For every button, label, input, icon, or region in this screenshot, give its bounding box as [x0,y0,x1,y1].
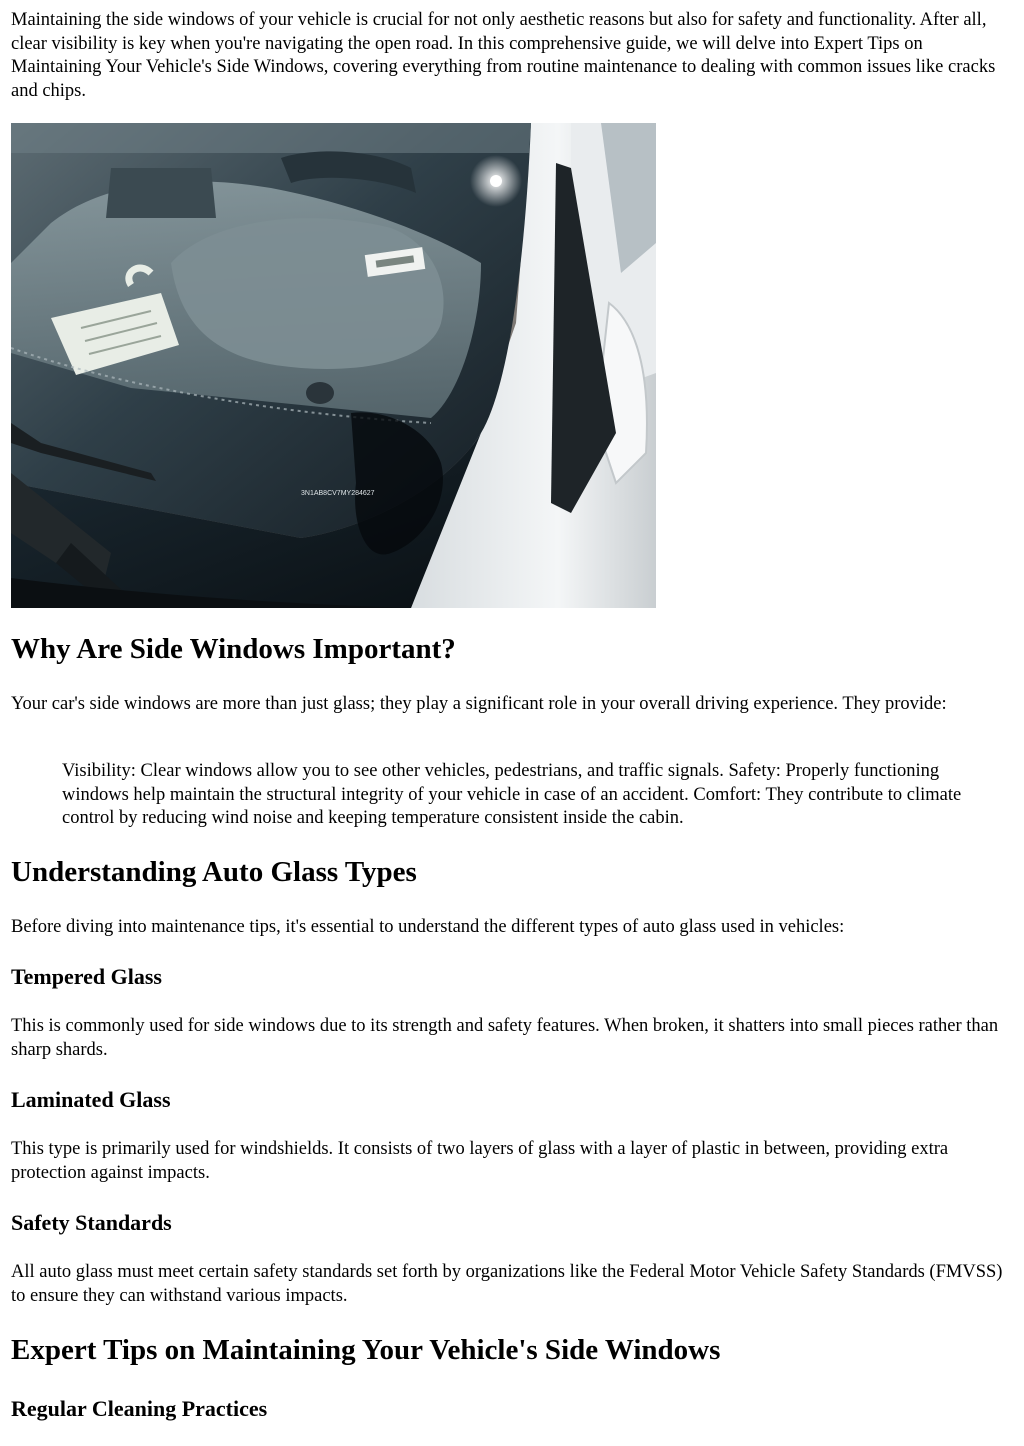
laminated-paragraph: This type is primarily used for windshields. It consists of two layers of glass with a layer of plastic in between, providing extra protection against impacts. [11,1139,949,1183]
heading-laminated-glass: Laminated Glass [11,1087,171,1112]
intro-paragraph: Maintaining the side windows of your vehicle is crucial for not only aesthetic reasons but also for safety and functionality. After all, clear visibility is key when you're navigating the open road. In this comprehensive guide, we will delve into Expert Tips on Maintaining Your Vehicle's Side Windows, covering everything from routine maintenance to dealing with common issues like cracks and chips. [11,10,996,101]
safety-paragraph: All auto glass must meet certain safety standards set forth by organizations like the Federal Motor Vehicle Safety Standards (FMVSS) to ensure they can withstand various impacts. [11,1262,1003,1306]
why-paragraph: Your car's side windows are more than just glass; they play a significant role in your overall driving experience. They provide: [11,694,947,714]
heading-understanding-auto-glass-types: Understanding Auto Glass Types [11,856,417,888]
heading-safety-standards: Safety Standards [11,1210,172,1235]
why-blockquote-text: Visibility: Clear windows allow you to see other vehicles, pedestrians, and traffic signals. Safety: Properly functioning windows help maintain the structural integrity of your vehicle in case of an accident. Comfort: They contribute to climate control by reducing wind noise and keeping temperature consistent inside the cabin. [62,761,962,828]
tempered-paragraph: This is commonly used for side windows due to its strength and safety features. When broken, it shatters into small pieces rather than sharp shards. [11,1016,999,1060]
heading-tempered-glass: Tempered Glass [11,964,162,989]
heading-why-side-windows-important: Why Are Side Windows Important? [11,633,456,665]
heading-expert-tips: Expert Tips on Maintaining Your Vehicle's Side Windows [11,1334,721,1366]
car-windshield-photo [11,123,656,608]
heading-regular-cleaning-practices: Regular Cleaning Practices [11,1396,268,1421]
svg-text:3N1AB8CV7MY284627: 3N1AB8CV7MY284627 [301,490,375,497]
understanding-paragraph: Before diving into maintenance tips, it's essential to understand the different types of auto glass used in vehicles: [11,917,845,937]
why-blockquote [62,760,1007,831]
